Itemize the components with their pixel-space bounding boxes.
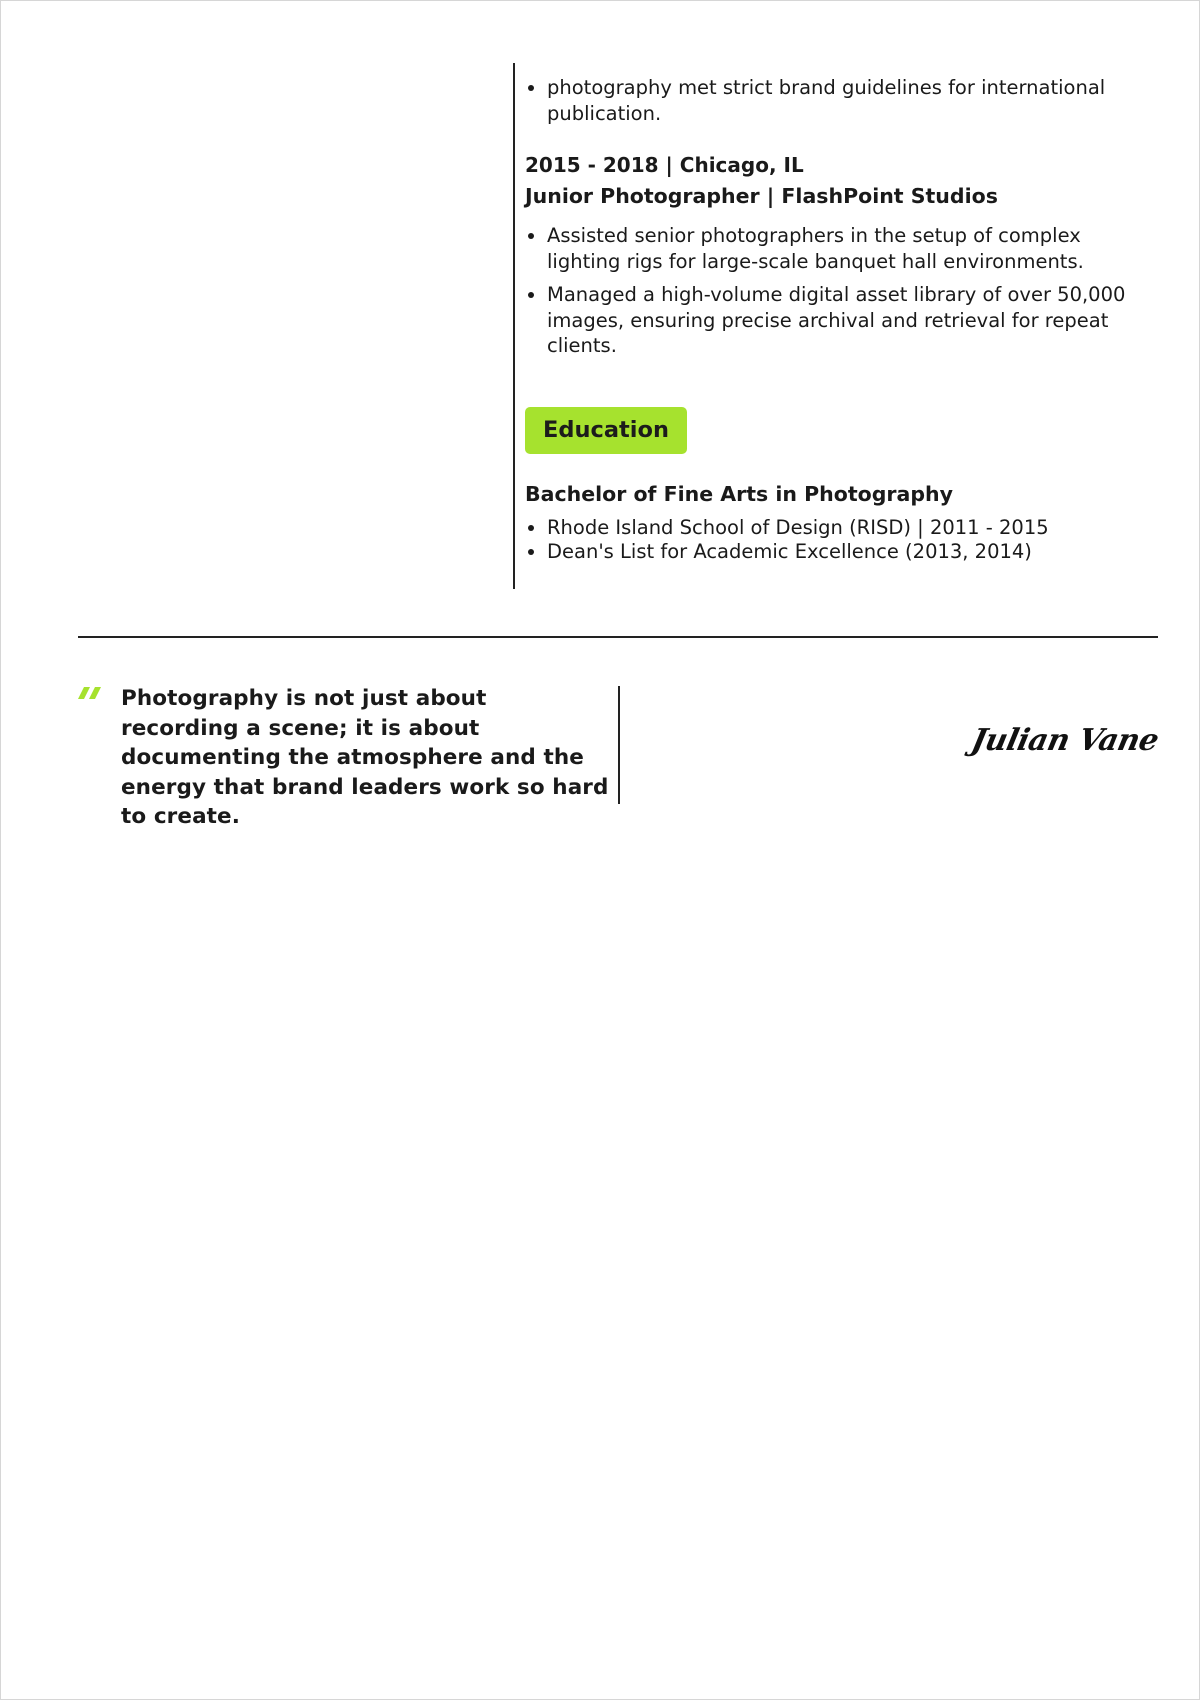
list-item: • photography met strict brand guidelines for international publication.	[547, 75, 1143, 126]
degree-title: Bachelor of Fine Arts in Photography	[525, 481, 953, 506]
vertical-divider	[618, 686, 620, 804]
signature: Julian Vane	[968, 723, 1162, 758]
list-item: • Managed a high-volume digital asset library of over 50,000 images, ensuring precise archival and retrieval for repeat clients.	[547, 282, 1143, 359]
experience-education-column	[513, 63, 1143, 589]
continued-bullet-list	[515, 75, 1143, 126]
list-item: • Dean's List for Academic Excellence (2013, 2014)	[547, 540, 1143, 564]
job-date-location: 2015 - 2018 | Chicago, IL	[525, 153, 804, 177]
horizontal-divider	[78, 636, 1158, 638]
list-item: • Assisted senior photographers in the setup of complex lighting rigs for large-scale banquet hall environments.	[547, 223, 1143, 274]
education-heading-badge: Education	[525, 407, 687, 454]
quote-mark-icon	[78, 685, 102, 705]
education-detail-list	[515, 516, 1143, 564]
job-title: Junior Photographer | FlashPoint Studios	[525, 184, 998, 208]
job-bullet-list	[515, 223, 1143, 359]
quote-text: Photography is not just about recording a scene; it is about documenting the atmosphere and the energy that brand leaders work so hard to create.	[121, 686, 609, 829]
list-item: • Rhode Island School of Design (RISD) | 2011 - 2015	[547, 516, 1143, 540]
job-entry	[515, 151, 1143, 359]
